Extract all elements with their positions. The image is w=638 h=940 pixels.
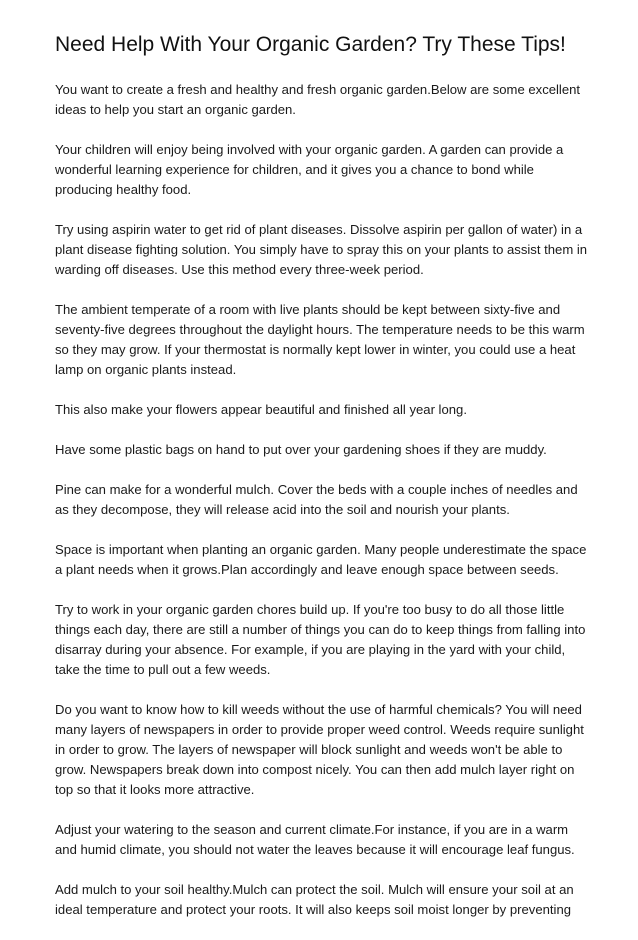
paragraph-intro: You want to create a fresh and healthy and fresh organic garden.Below are some excellent ideas to help you start an organic garden.	[55, 82, 581, 117]
paragraph-plastic-bags: Have some plastic bags on hand to put over your gardening shoes if they are muddy.	[55, 442, 547, 457]
paragraph-children: Your children will enjoy being involved with your organic garden. A garden can provide a wonderful learning experience for children, and it gives you a chance to bond while producing healthy food.	[55, 142, 564, 197]
page-title: Need Help With Your Organic Garden? Try These Tips!	[55, 33, 566, 56]
paragraph-temperature: The ambient temperate of a room with live plants should be kept between sixty-five and seventy-five degrees throughout the daylight hours. The temperature needs to be this warm so they may grow. If your thermostat is normally kept lower in winter, you could use a heat lamp on organic plants instead.	[55, 302, 585, 377]
paragraph-watering: Adjust your watering to the season and current climate.For instance, if you are in a warm and humid climate, you should not water the leaves because it will encourage leaf fungus.	[55, 822, 575, 857]
document-page	[55, 32, 590, 940]
paragraph-mulch: Add mulch to your soil healthy.Mulch can protect the soil. Mulch will ensure your soil at an ideal temperature and protect your roots. It will also keeps soil moist longer by preventing	[55, 882, 574, 917]
paragraph-weeds: Do you want to know how to kill weeds without the use of harmful chemicals? You will need many layers of newspapers in order to provide proper weed control. Weeds require sunlight in order to grow. The layers of newspaper will block sunlight and weeds won't be able to grow. Newspapers break down into compost nicely. You can then add mulch layer right on top so that it looks more attractive.	[55, 702, 584, 797]
paragraph-aspirin: Try using aspirin water to get rid of plant diseases. Dissolve aspirin per gallon of water) in a plant disease fighting solution. You simply have to spray this on your plants to assist them in warding off diseases. Use this method every three-week period.	[55, 222, 588, 277]
paragraph-spacing: Space is important when planting an organic garden. Many people underestimate the space a plant needs when it grows.Plan accordingly and leave enough space between seeds.	[55, 542, 587, 577]
paragraph-chores: Try to work in your organic garden chores build up. If you're too busy to do all those little things each day, there are still a number of things you can do to keep things from falling into disarray during your absence. For example, if you are playing in the yard with your child, take the time to pull out a few weeds.	[55, 602, 586, 677]
paragraph-flowers: This also make your flowers appear beautiful and finished all year long.	[55, 402, 467, 417]
paragraph-pine-mulch: Pine can make for a wonderful mulch. Cover the beds with a couple inches of needles and as they decompose, they will release acid into the soil and nourish your plants.	[55, 482, 578, 517]
